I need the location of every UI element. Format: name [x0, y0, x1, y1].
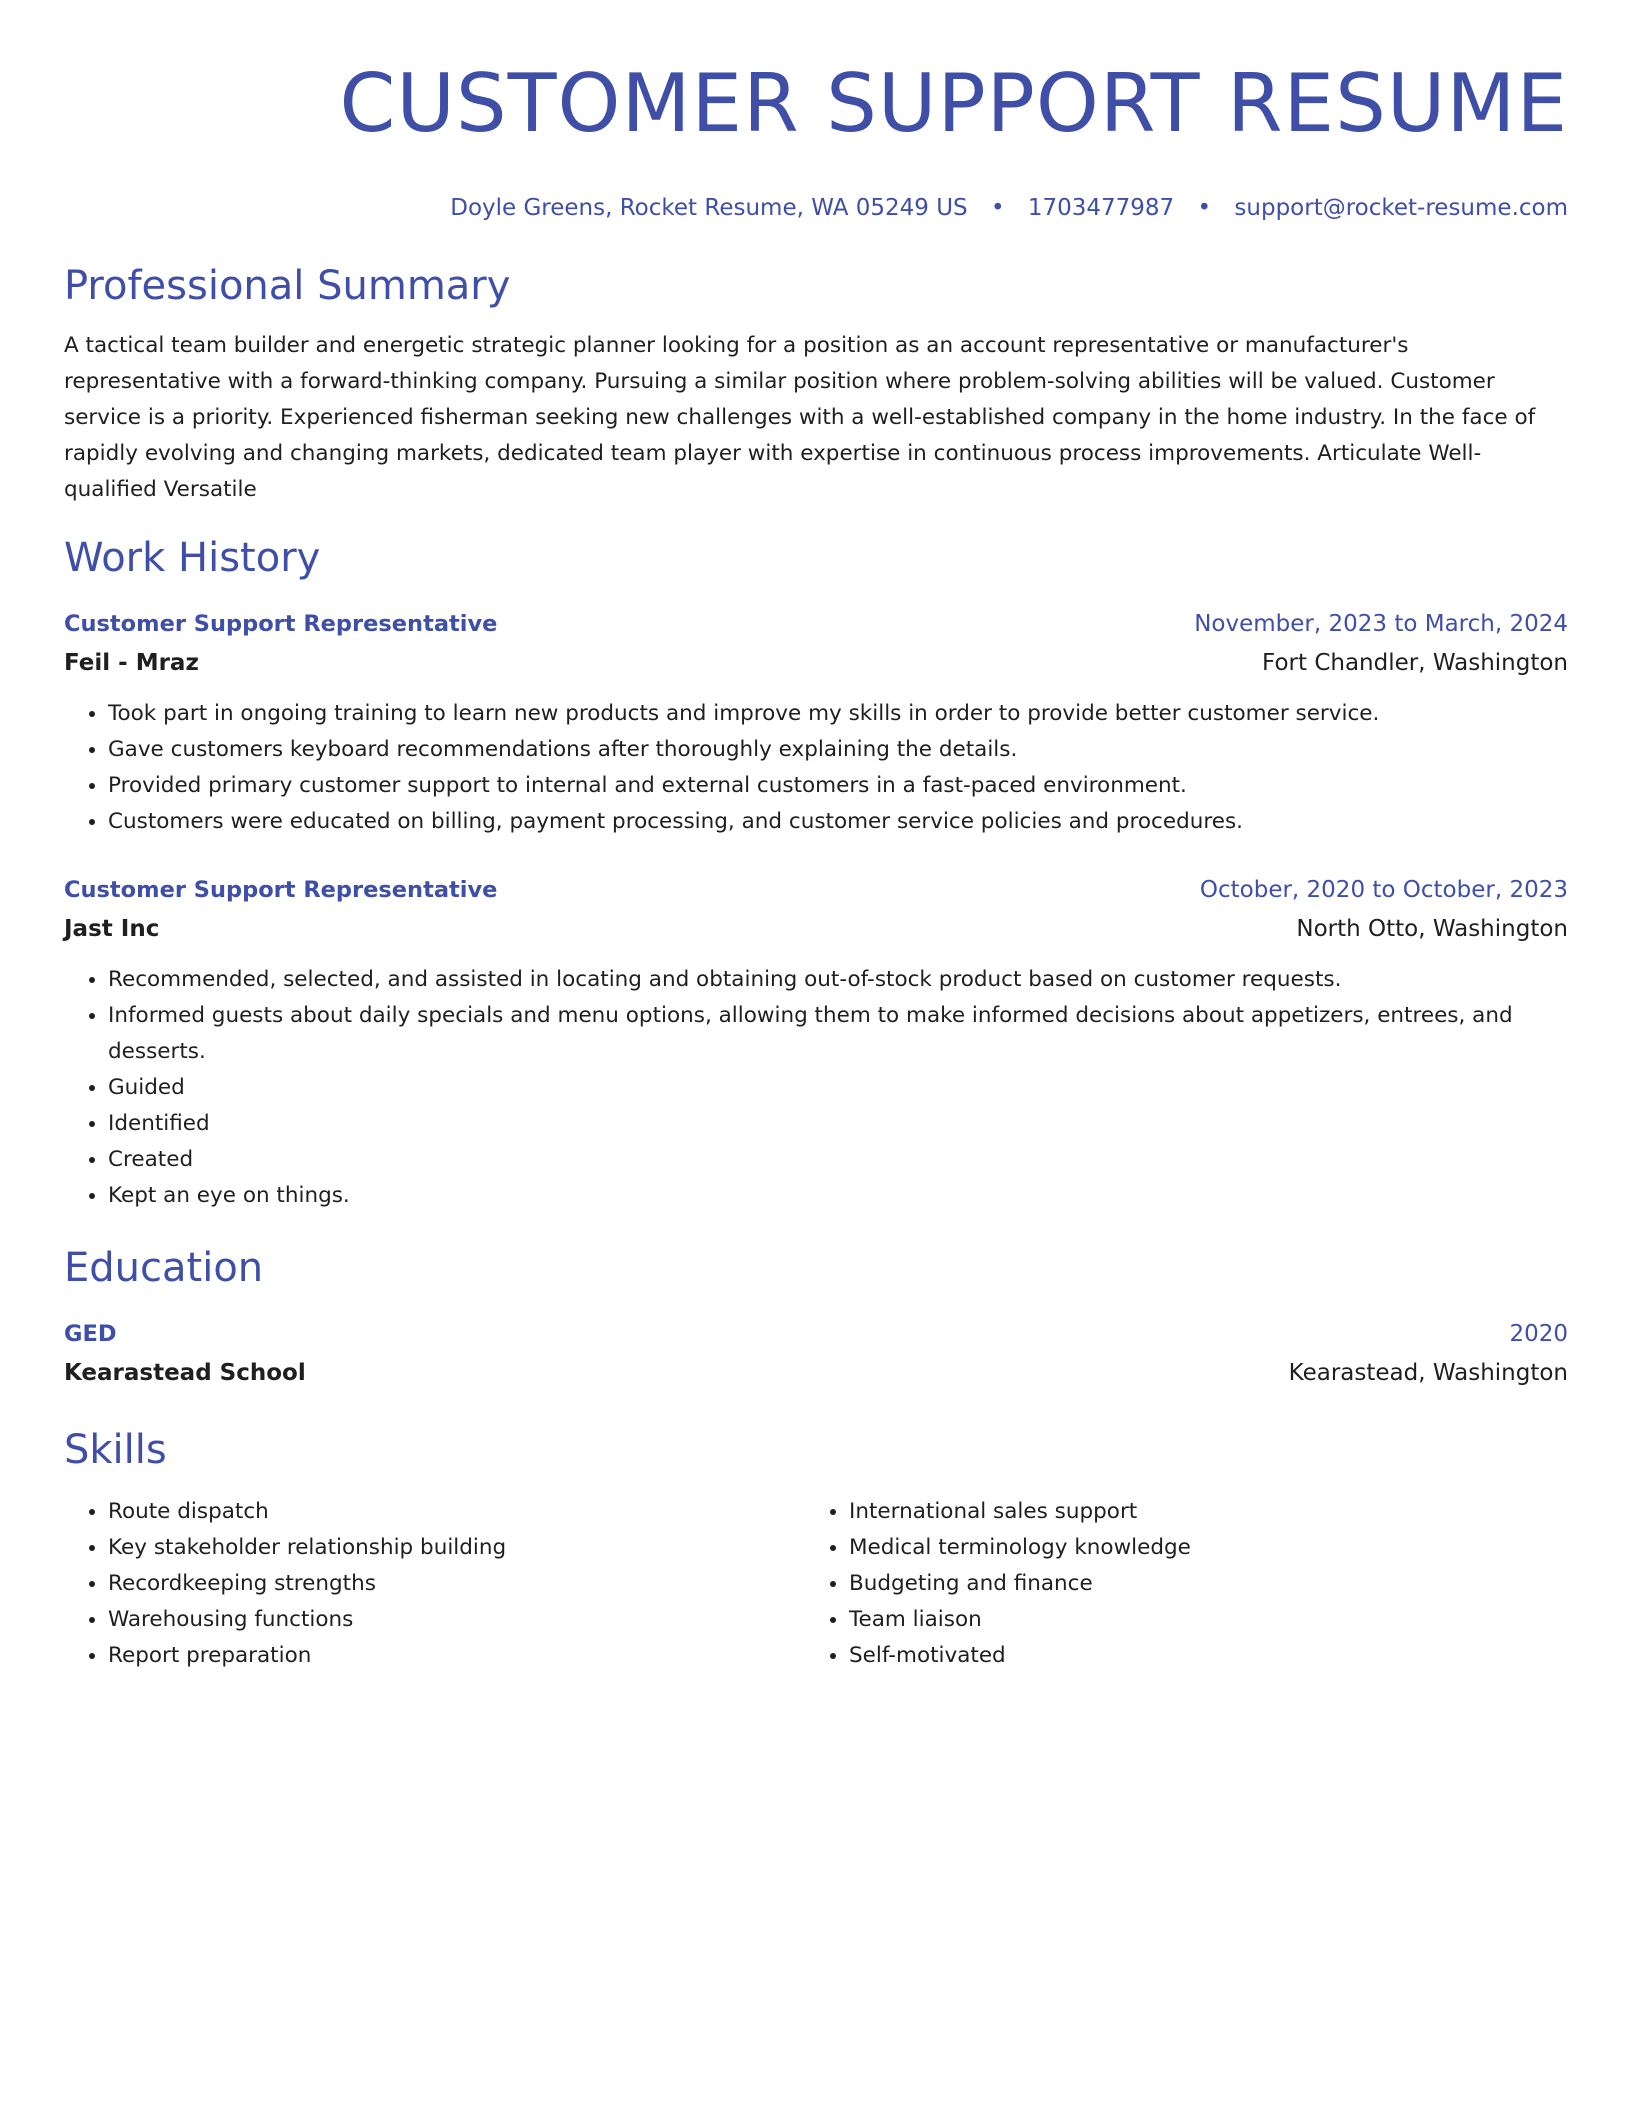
- summary-heading: Professional Summary: [64, 263, 511, 309]
- skills-list: [64, 1494, 1568, 1674]
- job-bullet: • Provided primary customer support to internal and external customers in a fast-paced environment.: [108, 768, 1568, 804]
- skill-item: • Route dispatch: [108, 1494, 805, 1530]
- skill-item: • International sales support: [849, 1494, 1546, 1530]
- job-bullet: • Gave customers keyboard recommendations after thoroughly explaining the details.: [108, 732, 1568, 768]
- skills-column-right: [805, 1494, 1546, 1674]
- job-title: Customer Support Representative: [64, 611, 498, 637]
- job-entry: [64, 870, 1568, 1214]
- job-company: Jast Inc: [64, 916, 160, 942]
- skill-item: • Team liaison: [849, 1602, 1546, 1638]
- job-location: Fort Chandler, Washington: [1262, 650, 1568, 676]
- contact-separator: •: [990, 195, 1005, 221]
- education-degree: GED: [64, 1321, 117, 1347]
- job-bullet: • Recommended, selected, and assisted in locating and obtaining out-of-stock product based on customer requests.: [108, 962, 1568, 998]
- skill-item: • Report preparation: [108, 1638, 805, 1674]
- education-heading: Education: [64, 1245, 264, 1291]
- job-bullet: • Created: [108, 1142, 1568, 1178]
- job-bullet: • Kept an eye on things.: [108, 1178, 1568, 1214]
- job-company: Feil - Mraz: [64, 650, 199, 676]
- contact-address: Doyle Greens, Rocket Resume, WA 05249 US: [450, 195, 968, 221]
- job-title: Customer Support Representative: [64, 877, 498, 903]
- summary-text: A tactical team builder and energetic strategic planner looking for a position as an account representative or manufacturer's representative with a forward-thinking company. Pursuing a similar position where problem-solving abilities will be valued. Customer service is a priority. Experienced fisherman seeking new challenges with a well-established company in the home industry. In the face of rapidly evolving and changing markets, dedicated team player with expertise in continuous process improvements. Articulate Well-qualified Versatile: [64, 333, 1536, 502]
- job-dates: November, 2023 to March, 2024: [1194, 611, 1568, 637]
- job-bullet: • Took part in ongoing training to learn new products and improve my skills in order to provide better customer service.: [108, 696, 1568, 732]
- skill-item: • Recordkeeping strengths: [108, 1566, 805, 1602]
- job-location: North Otto, Washington: [1296, 916, 1568, 942]
- job-bullet: • Customers were educated on billing, payment processing, and customer service policies and procedures.: [108, 804, 1568, 840]
- skill-item: • Budgeting and finance: [849, 1566, 1546, 1602]
- skill-item: • Key stakeholder relationship building: [108, 1530, 805, 1566]
- job-entry: [64, 604, 1568, 840]
- contact-line: [64, 188, 1568, 228]
- resume-page: [64, 48, 1568, 1674]
- job-bullet: • Identified: [108, 1106, 1568, 1142]
- contact-phone: 1703477987: [1027, 195, 1175, 221]
- education-entry: [64, 1314, 1568, 1392]
- job-dates: October, 2020 to October, 2023: [1199, 877, 1568, 903]
- work-history-heading: Work History: [64, 535, 321, 581]
- job-bullet: • Guided: [108, 1070, 1568, 1106]
- skill-item: • Warehousing functions: [108, 1602, 805, 1638]
- education-year: 2020: [1509, 1321, 1568, 1347]
- skills-heading: Skills: [64, 1427, 167, 1473]
- education-location: Kearastead, Washington: [1288, 1360, 1568, 1386]
- skill-item: • Medical terminology knowledge: [849, 1530, 1546, 1566]
- job-bullet: • Informed guests about daily specials and menu options, allowing them to make informed decisions about appetizers, entrees, and desserts.: [108, 998, 1568, 1070]
- contact-separator: •: [1197, 195, 1212, 221]
- contact-email: support@rocket-resume.com: [1234, 195, 1568, 221]
- resume-title: CUSTOMER SUPPORT RESUME: [339, 57, 1568, 150]
- job-bullets: [64, 696, 1568, 840]
- education-school: Kearastead School: [64, 1360, 306, 1386]
- skills-column-left: [64, 1494, 805, 1674]
- skill-item: • Self-motivated: [849, 1638, 1546, 1674]
- job-bullets: [64, 962, 1568, 1214]
